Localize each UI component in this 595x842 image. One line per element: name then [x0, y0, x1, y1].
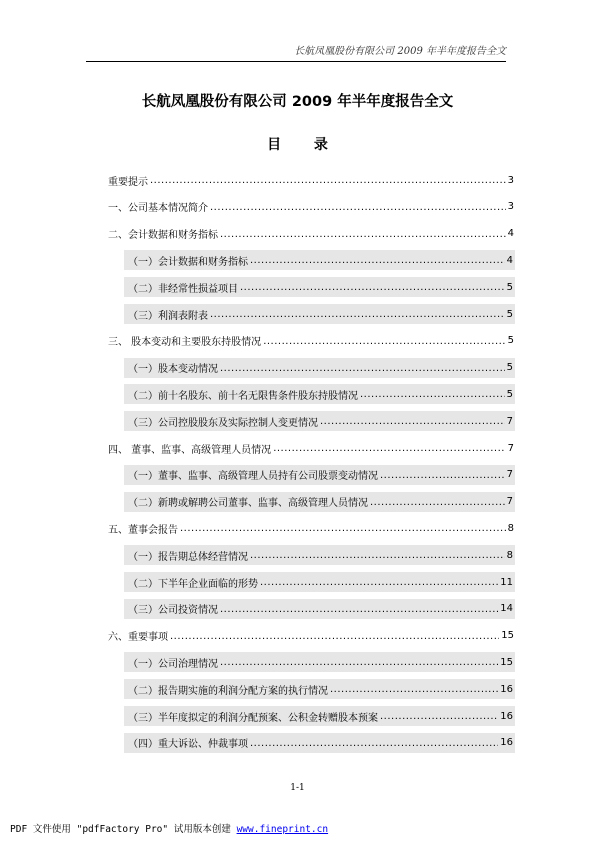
toc-leader-dots	[250, 549, 505, 561]
pdf-footer	[10, 821, 328, 835]
toc-leader-dots	[370, 496, 505, 508]
toc-entry-label: 重要提示	[108, 176, 148, 188]
toc-entry-label: 三、 股本变动和主要股东持股情况	[108, 337, 262, 349]
toc-leader-dots	[380, 710, 498, 722]
toc-leader-dots	[273, 442, 505, 454]
toc-leader-dots	[180, 522, 506, 534]
toc-entry-page: 4	[507, 228, 514, 240]
toc-subentry[interactable]	[124, 733, 515, 753]
toc-entry-page: 4	[506, 254, 513, 266]
toc-entry-page: 15	[500, 656, 513, 668]
toc-leader-dots	[220, 228, 506, 240]
toc-leader-dots	[380, 469, 505, 481]
toc-entry-page: 5	[506, 308, 513, 320]
toc-leader-dots	[360, 388, 505, 400]
toc-entry-label: （一）公司治理情况	[128, 658, 218, 670]
toc-entry-page: 5	[506, 281, 513, 293]
toc-entry[interactable]	[108, 170, 514, 190]
toc-subentry[interactable]	[124, 465, 515, 485]
toc-entry-page: 5	[506, 388, 513, 400]
toc-leader-dots	[330, 683, 498, 695]
toc-entry-label: （一）会计数据和财务指标	[128, 256, 248, 268]
toc-entry-page: 16	[500, 710, 513, 722]
toc-entry-label: 二、会计数据和财务指标	[108, 230, 218, 242]
toc-entry-page: 8	[507, 522, 514, 534]
toc-subentry[interactable]	[124, 706, 515, 726]
toc-leader-dots	[220, 656, 498, 668]
toc-heading: 目 录	[267, 137, 342, 153]
toc-entry-page: 3	[507, 201, 514, 213]
toc-entry-page: 7	[507, 442, 514, 454]
toc-entry-page: 11	[500, 576, 513, 588]
toc-entry-page: 7	[506, 415, 513, 427]
toc-leader-dots	[170, 630, 499, 642]
toc-entry[interactable]	[108, 518, 514, 538]
toc-leader-dots	[210, 201, 506, 213]
toc-entry-label: （二）新聘或解聘公司董事、监事、高级管理人员情况	[128, 498, 368, 510]
page-number: 1-1	[290, 783, 305, 793]
toc-entry-page: 8	[506, 549, 513, 561]
toc-leader-dots	[150, 174, 506, 186]
toc-leader-dots	[240, 281, 505, 293]
toc-entry[interactable]	[108, 438, 514, 458]
toc-entry-label: （一）报告期总体经营情况	[128, 551, 248, 563]
toc-subentry[interactable]	[124, 572, 515, 592]
toc-entry-label: （三）半年度拟定的利润分配预案、公积金转赠股本预案	[128, 712, 378, 724]
toc-leader-dots	[260, 576, 498, 588]
toc-subentry[interactable]	[124, 250, 515, 270]
toc-entry-label: 一、公司基本情况简介	[108, 203, 208, 215]
toc-entry-label: （一）董事、监事、高级管理人员持有公司股票变动情况	[128, 471, 378, 483]
toc-leader-dots	[263, 335, 505, 347]
toc-leader-dots	[320, 415, 505, 427]
toc-leader-dots	[220, 362, 505, 374]
footer-link[interactable]: www.fineprint.cn	[236, 824, 329, 835]
toc-subentry[interactable]	[124, 679, 515, 699]
toc-entry-label: 六、重要事项	[108, 632, 168, 644]
toc-entry[interactable]	[108, 224, 514, 244]
toc-entry-page: 7	[506, 496, 513, 508]
toc-entry[interactable]	[108, 626, 514, 646]
toc-entry-page: 5	[506, 362, 513, 374]
toc-subentry[interactable]	[124, 411, 515, 431]
toc-entry-label: （三）利润表附表	[128, 310, 208, 322]
toc-leader-dots	[210, 308, 505, 320]
toc-entry-label: （三）公司控股股东及实际控制人变更情况	[128, 417, 318, 429]
toc-subentry[interactable]	[124, 652, 515, 672]
toc-entry-label: （三）公司投资情况	[128, 605, 218, 617]
toc-entry-label: （二）非经常性损益项目	[128, 283, 238, 295]
header-rule	[86, 20, 506, 62]
toc-leader-dots	[250, 254, 505, 266]
toc-entry-page: 3	[507, 174, 514, 186]
toc-entry[interactable]	[108, 197, 514, 217]
footer-text: PDF 文件使用 "pdfFactory Pro" 试用版本创建	[10, 824, 237, 835]
document-title: 长航凤凰股份有限公司 2009 年半年度报告全文	[141, 94, 454, 110]
toc-entry-page: 16	[500, 683, 513, 695]
toc-subentry[interactable]	[124, 599, 515, 619]
toc-subentry[interactable]	[124, 384, 515, 404]
toc-entry-page: 15	[501, 630, 514, 642]
toc-subentry[interactable]	[124, 545, 515, 565]
toc-entry-page: 5	[507, 335, 514, 347]
toc-entry-page: 14	[500, 603, 513, 615]
toc-entry-label: （二）前十名股东、前十名无限售条件股东持股情况	[128, 390, 358, 402]
toc-subentry[interactable]	[124, 492, 515, 512]
toc-entry-label: （一）股本变动情况	[128, 364, 218, 376]
toc-entry-label: （二）报告期实施的利润分配方案的执行情况	[128, 685, 328, 697]
toc-entry-label: （二）下半年企业面临的形势	[128, 578, 258, 590]
toc-subentry[interactable]	[124, 277, 515, 297]
toc-entry-label: 五、董事会报告	[108, 524, 178, 536]
toc-subentry[interactable]	[124, 358, 515, 378]
toc-leader-dots	[220, 603, 498, 615]
toc-entry-page: 16	[500, 737, 513, 749]
toc-entry[interactable]	[108, 331, 514, 351]
toc-entry-label: （四）重大诉讼、仲裁事项	[128, 739, 248, 751]
toc-entry-label: 四、 董事、监事、高级管理人员情况	[108, 444, 272, 456]
toc-entry-page: 7	[506, 469, 513, 481]
toc-leader-dots	[250, 737, 498, 749]
toc-subentry[interactable]	[124, 304, 515, 324]
running-header: 长航凤凰股份有限公司 2009 年半年度报告全文	[294, 46, 506, 57]
